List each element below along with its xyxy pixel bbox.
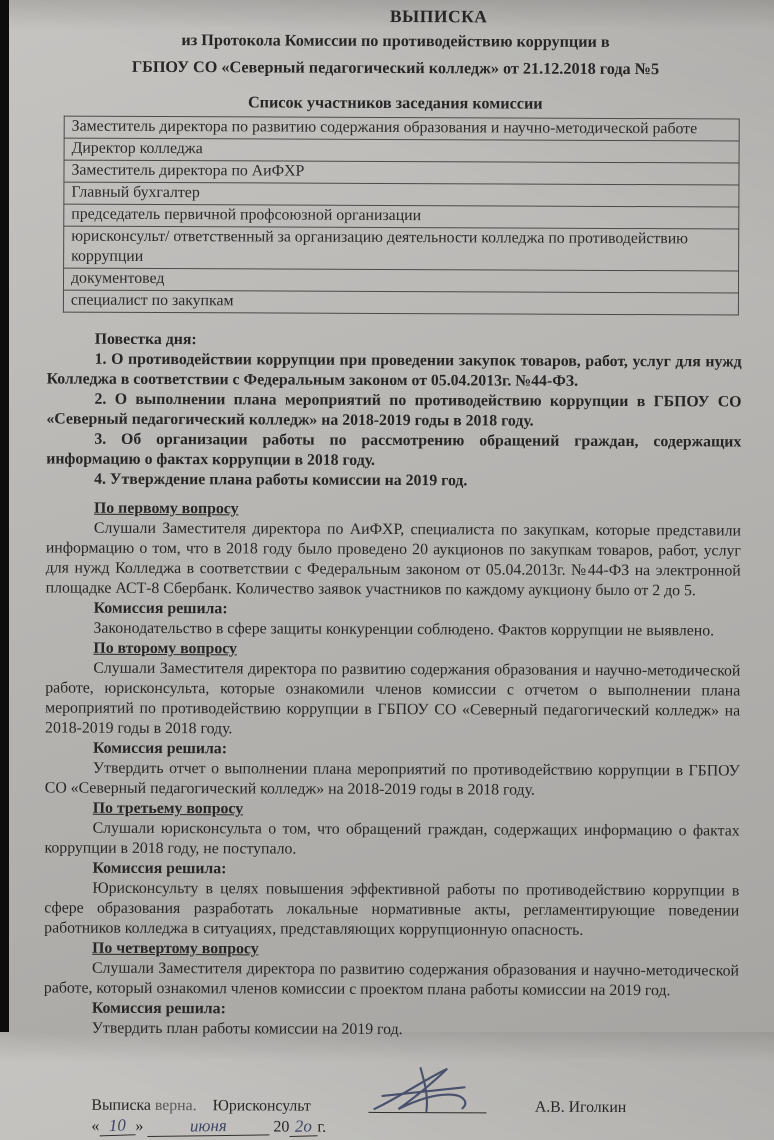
participant-cell: специалист по закупкам (63, 290, 738, 315)
year-suffix: г. (317, 1118, 327, 1136)
section-question-3 (44, 798, 740, 941)
decision-text: Утвердить план работы комиссии на 2019 год. (91, 1019, 403, 1039)
table-row (64, 226, 739, 271)
signer-role: Юрисконсульт (212, 1097, 311, 1115)
decision-label: Комиссия решила: (92, 859, 227, 878)
document-subtitle-line2: ГБПОУ СО «Северный педагогический колледж» от 21.12.2018 года №5 (131, 57, 660, 79)
section-body: Слушали юрисконсульта о том, что обращений граждан, содержащих информацию о фактах коррупции в 2018 году, не поступало. (44, 819, 740, 858)
participant-cell: документовед (63, 268, 738, 293)
agenda-item: 2. О выполнении плана мероприятий по противодействию коррупции в ГБПОУ СО «Северный педагогический колледж» на 2018-2019 годы в 2018 году. (46, 390, 742, 430)
signature-row (91, 1070, 738, 1119)
signature-area (369, 1071, 489, 1118)
section-heading-text: По первому вопросу (93, 499, 239, 518)
section-question-2 (45, 638, 741, 801)
verify-text: Выписка (91, 1096, 151, 1114)
table-row (64, 182, 739, 207)
section-question-4 (44, 938, 739, 1041)
table-row (64, 160, 739, 185)
table-row (64, 138, 739, 163)
agenda-block (46, 329, 742, 492)
agenda-item: 4. Утверждение плана работы комиссии на 2019 год. (94, 470, 468, 490)
section-body: Слушали Заместителя директора по развитию содержания образования и научно-методической работе, который ознакомил членов комиссии с проектом плана работы комиссии на 2019 год. (43, 959, 740, 1000)
section-heading-text: По второму вопросу (93, 639, 237, 658)
section-body: Слушали Заместителя директора по АиФХР, специалиста по закупкам, которые представили информацию о том, что в 2018 году было проведено 20 аукционов по закупкам товаров, работ, услуг для нужд Колледжа в соответствии с Федеральным законом от 05.04.2013г. №44-ФЗ на электронной площадке АСТ-8 Сбербанк. Количество заявок участников по каждому аукциону было от 2 до 5. (45, 519, 741, 600)
decision-label: Комиссия решила: (93, 599, 228, 618)
year-printed: 20 (273, 1118, 290, 1136)
document-page (7, 0, 774, 1136)
section-body: Слушали Заместителя директора по развитию содержания образования и научно-методической работе, юрисконсульта, которые ознакомили членов комиссии с отчетом о выполнении плана мероприятий по противодействию коррупции в ГБПОУ СО «Северный педагогический колледж» на 2018-2019 годы в 2018 году. (45, 659, 741, 738)
decision-text: Юрисконсульту в целях повышения эффективной работы по противодействию коррупции в сфере образования разработать локальные нормативные акты, регламентирующие поведении работников колледжа в ситуациях, представляющих коррупционную опасность. (44, 879, 740, 939)
verify-text-2: верна. (154, 1096, 197, 1115)
participant-cell: Директор колледжа (64, 138, 739, 163)
participant-cell: председатель первичной профсоюзной организации (64, 204, 739, 229)
handwritten-year: 2о (289, 1118, 318, 1137)
minutes-sections (44, 498, 741, 1041)
table-row (63, 290, 738, 315)
decision-label: Комиссия решила: (91, 999, 226, 1018)
handwritten-month: июня (147, 1117, 269, 1137)
table-row (64, 204, 739, 229)
quote-open: « (91, 1117, 100, 1135)
handwritten-day: 10 (99, 1117, 136, 1136)
document-subtitle-line1: из Протокола Комиссии по противодействию коррупции в (181, 31, 610, 51)
quote-close: » (135, 1117, 144, 1135)
participants-heading: Список участников заседания комиссии (247, 93, 543, 113)
participant-cell: юрисконсульт/ ответственный за организацию деятельности колледжа по противодействию коррупции (64, 226, 739, 271)
agenda-item: 3. Об организации работы по рассмотрению обращений граждан, содержащих информацию о фактах коррупции в 2018 году. (46, 430, 742, 469)
date-row (91, 1117, 738, 1140)
section-heading-text: По третьему вопросу (92, 799, 244, 818)
section-heading-text: По четвертому вопросу (92, 939, 259, 958)
decision-text: Законодательство в сфере защиты конкуренции соблюдено. Фактов коррупции не выявлено. (93, 619, 715, 640)
signature-block (43, 1069, 738, 1139)
section-question-1 (45, 498, 741, 641)
signer-name: А.В. Иголкин (534, 1098, 627, 1117)
agenda-heading: Повестка дня: (94, 330, 197, 349)
agenda-item: 1. О противодействии коррупции при проведении закупок товаров, работ, услуг для нужд Колледжа в соответствии с Федеральным законом от 05.04.2013г. №44-ФЗ. (46, 350, 742, 390)
decision-text: Утвердить отчет о выполнении плана мероприятий по противодействию коррупции в ГБПОУ СО «Северный педагогический колледж» на 2018-2019 годы в 2018 году. (44, 759, 740, 799)
decision-label: Комиссия решила: (92, 739, 228, 758)
participant-cell: Главный бухгалтер (64, 182, 739, 207)
table-row (64, 116, 739, 141)
participant-cell: Заместитель директора по АиФХР (64, 160, 739, 185)
participants-table (63, 116, 740, 316)
table-row (63, 268, 738, 293)
participant-cell: Заместитель директора по развитию содержания образования и научно-методической работе (64, 116, 739, 141)
signature-scribble-icon (371, 1065, 487, 1116)
document-title: ВЫПИСКА (389, 5, 488, 27)
